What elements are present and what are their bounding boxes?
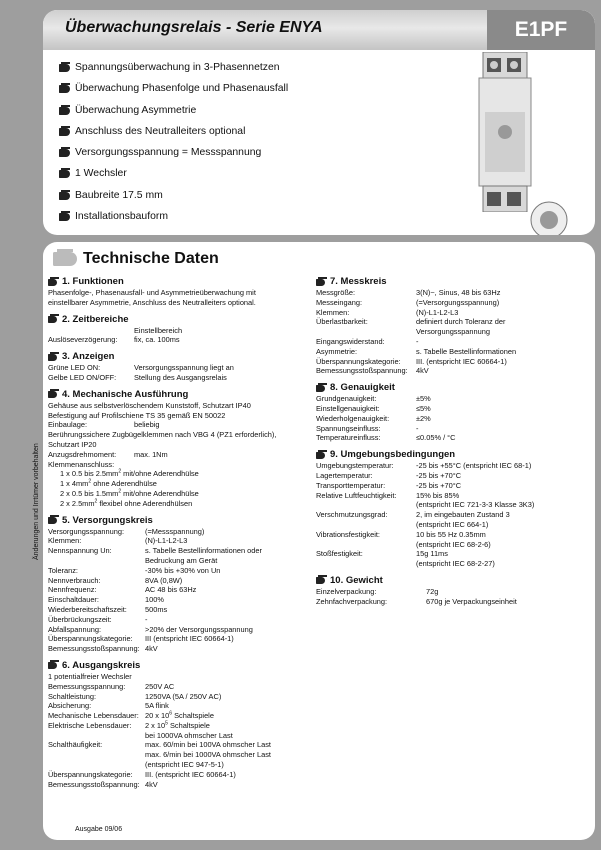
pointing-hand-icon xyxy=(59,149,70,157)
page-title: Überwachungsrelais - Serie ENYA xyxy=(65,19,323,36)
table-row: Nennfrequenz: AC 48 bis 63Hz xyxy=(48,585,197,595)
table-row: Spannungseinfluss: - xyxy=(316,423,419,433)
table-row: Toleranz: -30% bis +30% von Un xyxy=(48,565,221,575)
table-row: Versorgungsspannung: (=Messspannung) xyxy=(48,526,205,536)
table-row: Wiederholgenauigkeit: ±2% xyxy=(316,413,431,423)
pointing-hand-icon xyxy=(59,64,70,72)
pointing-hand-icon xyxy=(316,385,325,392)
side-note: Änderungen und Irrtümer vorbehalten xyxy=(33,443,40,560)
table-row: (entspricht IEC 947-5-1) xyxy=(145,760,224,770)
list-item: Baubreite 17.5 mm xyxy=(59,190,288,211)
left-column xyxy=(48,276,313,795)
right-column xyxy=(316,276,592,613)
table-row: Schaltleistung: 1250VA (5A / 250V AC) xyxy=(48,691,222,701)
table-row: Stoßfestigkeit: 15g 11ms xyxy=(316,549,448,559)
table-row: Überlastbarkeit: definiert durch Toleranz der xyxy=(316,317,506,327)
list-item: 1 Wechsler xyxy=(59,168,288,189)
table-row: Klemmen: (N)-L1-L2-L3 xyxy=(316,307,459,317)
table-row: Einschaltdauer: 100% xyxy=(48,595,164,605)
pointing-hand-icon xyxy=(48,354,57,361)
table-row: Überspannungskategorie: III (entspricht IEC 60664-1) xyxy=(48,634,234,644)
table-row: Bedruckung am Gerät xyxy=(145,555,218,565)
table-row: Verschmutzungsgrad: 2, im eingebauten Zustand 3 xyxy=(316,510,510,520)
pointing-hand-icon xyxy=(48,391,57,398)
table-row: Gelbe LED ON/OFF: Stellung des Ausgangsrelais xyxy=(48,372,227,382)
table-row: Überspannungskategorie: III. (entspricht IEC 60664-1) xyxy=(48,769,236,779)
table-row: Bemessungsstoßspannung: 4kV xyxy=(48,644,158,654)
table-row: Mechanische Lebensdauer: 20 x $10^6$ Schaltspiele xyxy=(48,710,214,721)
pointing-hand-icon xyxy=(59,107,70,115)
list-item: Anschluss des Neutralleiters optional xyxy=(59,126,288,147)
pointing-hand-icon xyxy=(48,662,57,669)
section-gewicht: 10. Gewicht Einzelverpackung: 72g Zehnfachverpackung: 670g je Verpackungseinheit xyxy=(316,575,592,607)
table-row: Temperatureinfluss: ≤0.05% / °C xyxy=(316,433,456,443)
pointing-hand-icon xyxy=(48,316,57,323)
section-genauigkeit: 8. Genauigkeit Grundgenauigkeit: ±5% Einstellgenauigkeit: ≤5% Wiederholgenauigkeit: ±2% Spannungseinfluss: - Temperatureinfluss: ≤0.05% / °C xyxy=(316,382,592,443)
table-row: Bemessungsstoßspannung: 4kV xyxy=(48,779,158,789)
pointing-hand-icon xyxy=(53,252,77,266)
table-row: (entspricht IEC 721-3-3 Klasse 3K3) xyxy=(416,500,535,510)
pointing-hand-icon xyxy=(59,128,70,136)
table-row: Grundgenauigkeit: ±5% xyxy=(316,394,431,404)
table-row: Elektrische Lebensdauer: 2 x $10^5$ Schaltspiele xyxy=(48,720,210,730)
pointing-hand-icon xyxy=(316,279,325,286)
table-row: Relative Luftfeuchtigkeit: 15% bis 85% xyxy=(316,490,460,500)
table-row: (entspricht IEC 68-2-6) xyxy=(416,539,491,549)
list-item: Überwachung Asymmetrie xyxy=(59,105,288,126)
table-row: Messgröße: 3(N)~, Sinus, 48 bis 63Hz xyxy=(316,288,501,297)
table-row: Bemessungsspannung: 250V AC xyxy=(48,681,175,691)
table-row: Vibrationsfestigkeit: 10 bis 55 Hz 0.35mm xyxy=(316,529,486,539)
relay-device-image xyxy=(475,52,535,212)
table-row: Asymmetrie: s. Tabelle Bestellinformationen xyxy=(316,346,517,356)
list-item: Spannungsüberwachung in 3-Phasennetzen xyxy=(59,62,288,83)
section-zeitbereiche: 2. Zeitbereiche Einstellbereich Auslöseverzögerung: fix, ca. 100ms xyxy=(48,313,183,345)
section-ausgangskreis: 6. Ausgangskreis 1 potentialfreier Wechsler Bemessungsspannung: 250V AC Schaltleistung: 1250VA (5A / 250V AC) Absicherung: 5A flink Mechanische Lebensdauer: 20 x $10^6$ Schaltspiele Elektrische Lebensdauer: 2 x $10^5$ Schaltspiele bei 1000VA ohmscher Last Schalthäufigkeit: max. 60/min bei 100VA ohmscher Last max. 6/min bei 1000VA ohmscher Last (entspricht IEC 947-5-1) Überspannungskategorie: III. (entspricht IEC 60664-1) Bemessungsstoßspannung: 4kV xyxy=(48,660,313,790)
list-item: Überwachung Phasenfolge und Phasenausfall xyxy=(59,83,288,104)
table-row: Transporttemperatur: -25 bis +70°C xyxy=(316,480,462,490)
pointing-hand-icon xyxy=(316,577,325,584)
pointing-hand-icon xyxy=(48,517,57,524)
table-row: Bemessungsstoßspannung: 4kV xyxy=(316,366,429,376)
section-heading: Technische Daten xyxy=(53,250,219,268)
table-row: Lagertemperatur: -25 bis +70°C xyxy=(316,470,462,480)
pointing-hand-icon xyxy=(316,452,325,459)
header-card xyxy=(43,10,595,235)
brand-logo xyxy=(519,200,579,235)
table-row: Messeingang: (=Versorgungsspannung) xyxy=(316,297,500,307)
table-row: Nennverbrauch: 8VA (0,8W) xyxy=(48,575,183,585)
table-row: Eingangswiderstand: - xyxy=(316,336,419,346)
table-row: Versorgungsspannung xyxy=(416,327,490,337)
technical-data-card xyxy=(43,242,595,840)
list-item: Installationsbauform xyxy=(59,211,288,232)
table-row: Schalthäufigkeit: max. 60/min bei 100VA ohmscher Last xyxy=(48,740,271,750)
section-umgebungsbedingungen: 9. Umgebungsbedingungen Umgebungstemperatur: -25 bis +55°C (entspricht IEC 68-1) Lagertemperatur: -25 bis +70°C Transporttemperatur: -25 bis +70°C Relative Luftfeuchtigkeit: 15% bis 85% (entspricht IEC 721-3-3 Klasse 3K3) Verschmutzungsgrad: 2, im eingebauten Zustand 3 (entspricht IEC 664-1) Vibrationsfestigkeit: 10 bis 55 Hz 0.35mm (entspricht IEC 68-2-6) Stoßfestigkeit: 15g 11ms (entspricht IEC 68-2-27) xyxy=(316,449,592,569)
table-row: bei 1000VA ohmscher Last xyxy=(145,730,233,740)
title-bar xyxy=(43,10,595,50)
list-item: Versorgungsspannung = Messspannung xyxy=(59,147,288,168)
table-row: (entspricht IEC 68-2-27) xyxy=(416,559,495,569)
section-messkreis: 7. Messkreis Messgröße: 3(N)~, Sinus, 48 bis 63Hz Messeingang: (=Versorgungsspannung) Klemmen: (N)-L1-L2-L3 Überlastbarkeit: definiert durch Toleranz der Versorgungsspannung Eingangswiderstand: - Asymmetrie: s. Tabelle Bestellinformationen Überspannungskategorie: III. (entspricht IEC 60664-1) Bemessungsstoßspannung: 4kV xyxy=(316,276,592,376)
edition-footer: Ausgabe 09/06 xyxy=(75,826,123,833)
table-row: Einstellgenauigkeit: ≤5% xyxy=(316,403,431,413)
table-row: Abfallspannung: >20% der Versorgungsspannung xyxy=(48,624,253,634)
pointing-hand-icon xyxy=(59,213,70,221)
table-row: Einzelverpackung: 72g xyxy=(316,586,439,596)
table-row: Wiederbereitschaftszeit: 500ms xyxy=(48,604,168,614)
section-versorgungskreis: 5. Versorgungskreis Versorgungsspannung: (=Messspannung) Klemmen: (N)-L1-L2-L3 Nennspannung Un: s. Tabelle Bestellinformationen oder Bedruckung am Gerät Toleranz: -30% bis +30% von Un Nennverbrauch: 8VA (0,8W) Nennfrequenz: AC 48 bis 63Hz Einschaltdauer: 100% Wiederbereitschaftszeit: 500ms Überbrückungszeit: - Abfallspannung: >20% der Versorgungsspannung Überspannungskategorie: III (entspricht IEC 60664-1) Bemessungsstoßspannung: 4kV xyxy=(48,515,313,654)
table-row: (entspricht IEC 664-1) xyxy=(416,519,489,529)
feature-list xyxy=(59,62,288,232)
table-row: Nennspannung Un: s. Tabelle Bestellinformationen oder xyxy=(48,546,262,556)
table-row: Grüne LED ON: Versorgungsspannung liegt an xyxy=(48,363,234,373)
table-row: Zehnfachverpackung: 670g je Verpackungseinheit xyxy=(316,596,517,606)
table-row: Absicherung: 5A flink xyxy=(48,701,169,711)
table-row: Klemmen: (N)-L1-L2-L3 xyxy=(48,536,188,546)
pointing-hand-icon xyxy=(48,279,57,286)
pointing-hand-icon xyxy=(59,192,70,200)
pointing-hand-icon xyxy=(59,85,70,93)
product-code: E1PF xyxy=(487,10,595,50)
section-anzeigen: 3. Anzeigen Grüne LED ON: Versorgungsspannung liegt an Gelbe LED ON/OFF: Stellung des Ausgangsrelais xyxy=(48,351,313,383)
table-row: Umgebungstemperatur: -25 bis +55°C (entspricht IEC 68-1) xyxy=(316,461,532,471)
section-funktionen: 1. Funktionen Phasenfolge-, Phasenausfall- und Asymmetrieüberwachung mit einstellbarer Asymmetrie, Anschluss des Neutralleiters optional. xyxy=(48,276,256,307)
pointing-hand-icon xyxy=(59,170,70,178)
table-row: max. 6/min bei 1000VA ohmscher Last xyxy=(145,750,271,760)
section-mechanische-ausfuehrung: 4. Mechanische Ausführung Gehäuse aus selbstverlöschendem Kunststoff, Schutzart IP40 Befestigung auf Profilschiene TS 35 gemäß EN 50022 Einbaulage: beliebig Berührungssichere Zugbügelklemmen nach VBG 4 (PZ1 erforderlich), Schutzart IP20 Anzugsdrehmoment: max. 1Nm Klemmenanschluss: 1 x 0.5 bis $2.5mm^2$ mit/ohne Aderendhülse 1 x $4mm^2$ ohne Aderendhülse 2 x 0.5 bis $1.5mm^2$ mit/ohne Aderendhülse 2 x $2.5mm^2$ flexibel ohne Aderendhülsen xyxy=(48,388,277,508)
table-row: Überbrückungszeit: - xyxy=(48,614,148,624)
table-row: Überspannungskategorie: III. (entspricht IEC 60664-1) xyxy=(316,356,507,366)
